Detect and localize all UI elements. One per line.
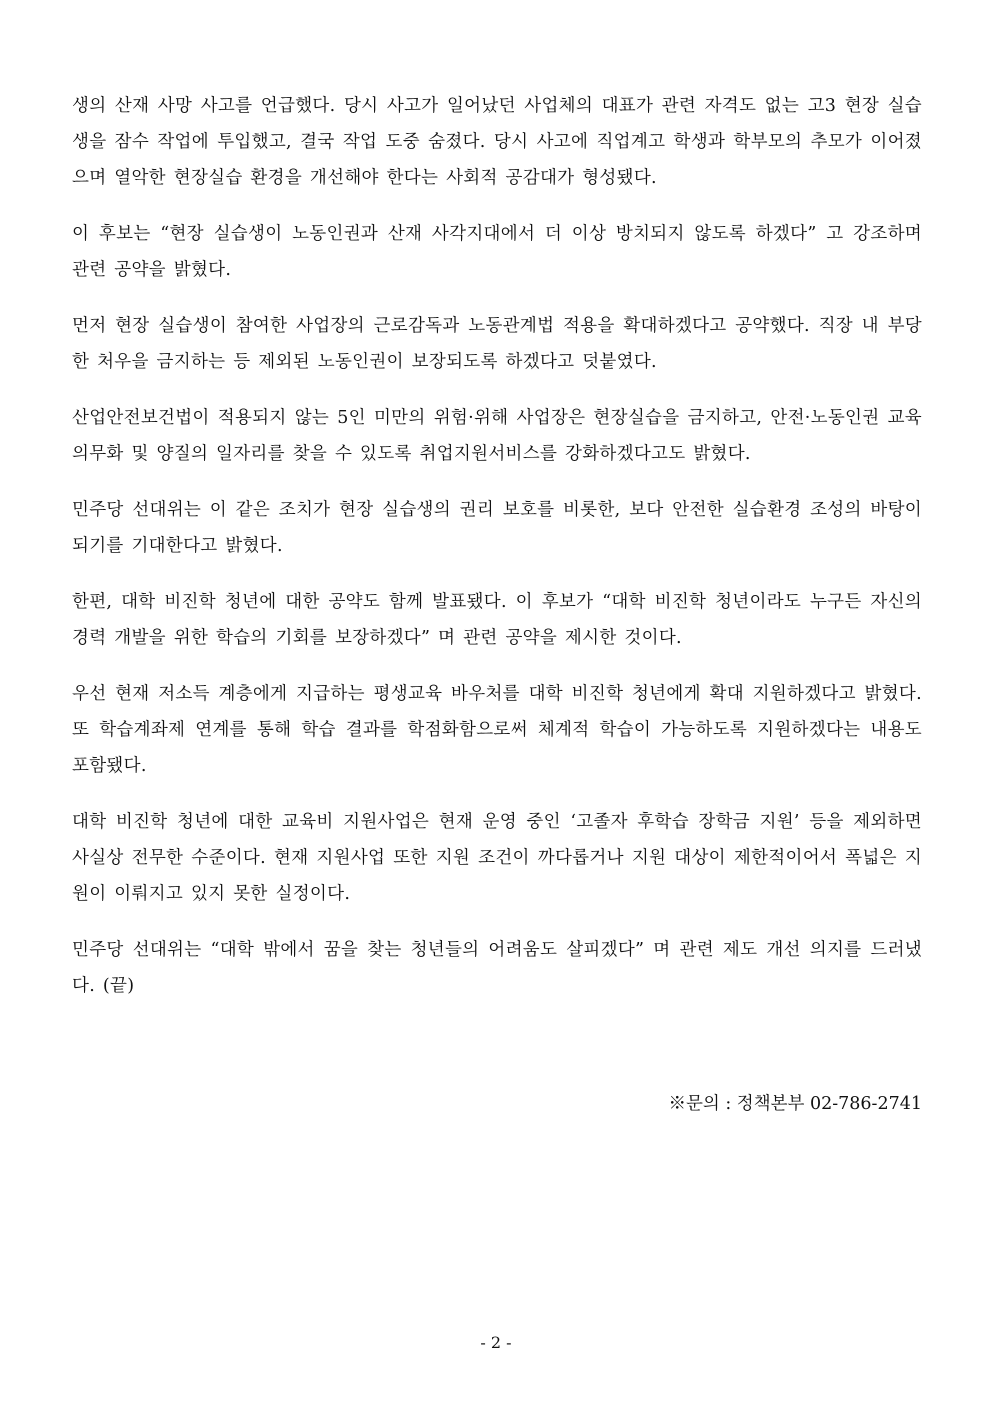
page-number: - 2 - bbox=[480, 1333, 512, 1352]
paragraph-8: 대학 비진학 청년에 대한 교육비 지원사업은 현재 운영 중인 ‘고졸자 후학습 장학금 지원’ 등을 제외하면 사실상 전무한 수준이다. 현재 지원사업 또한 지원 조건이 까다롭거나 지원 대상이 제한적이어서 폭넓은 지원이 이뤄지고 있지 못한 실정이다. bbox=[72, 812, 922, 904]
paragraph-4: 산업안전보건법이 적용되지 않는 5인 미만의 위험·위해 사업장은 현장실습을 금지하고, 안전·노동인권 교육 의무화 및 양질의 일자리를 찾을 수 있도록 취업지원서비스를 강화하겠다고도 밝혔다. bbox=[72, 408, 922, 464]
paragraph-7: 우선 현재 저소득 계층에게 지급하는 평생교육 바우처를 대학 비진학 청년에게 확대 지원하겠다고 밝혔다. 또 학습계좌제 연계를 통해 학습 결과를 학점화함으로써 체계적 학습이 가능하도록 지원하겠다는 내용도 포함됐다. bbox=[72, 684, 922, 776]
document-body bbox=[72, 88, 922, 1024]
paragraph-6: 한편, 대학 비진학 청년에 대한 공약도 함께 발표됐다. 이 후보가 “대학 비진학 청년이라도 누구든 자신의 경력 개발을 위한 학습의 기회를 보장하겠다” 며 관련 공약을 제시한 것이다. bbox=[72, 592, 922, 648]
paragraph-9: 민주당 선대위는 “대학 밖에서 꿈을 찾는 청년들의 어려움도 살피겠다” 며 관련 제도 개선 의지를 드러냈다. (끝) bbox=[72, 940, 922, 996]
paragraph-5: 민주당 선대위는 이 같은 조치가 현장 실습생의 권리 보호를 비롯한, 보다 안전한 실습환경 조성의 바탕이 되기를 기대한다고 밝혔다. bbox=[72, 500, 922, 556]
paragraph-3: 먼저 현장 실습생이 참여한 사업장의 근로감독과 노동관계법 적용을 확대하겠다고 공약했다. 직장 내 부당한 처우을 금지하는 등 제외된 노동인권이 보장되도록 하겠다고 덧붙였다. bbox=[72, 316, 922, 372]
paragraph-1: 생의 산재 사망 사고를 언급했다. 당시 사고가 일어났던 사업체의 대표가 관련 자격도 없는 고3 현장 실습생을 잠수 작업에 투입했고, 결국 작업 도중 숨졌다. 당시 사고에 직업계고 학생과 학부모의 추모가 이어졌으며 열악한 현장실습 환경을 개선해야 한다는 사회적 공감대가 형성됐다. bbox=[72, 96, 922, 188]
paragraph-2: 이 후보는 “현장 실습생이 노동인권과 산재 사각지대에서 더 이상 방치되지 않도록 하겠다” 고 강조하며 관련 공약을 밝혔다. bbox=[72, 224, 922, 280]
contact-info: ※문의 : 정책본부 02-786-2741 bbox=[668, 1094, 922, 1114]
